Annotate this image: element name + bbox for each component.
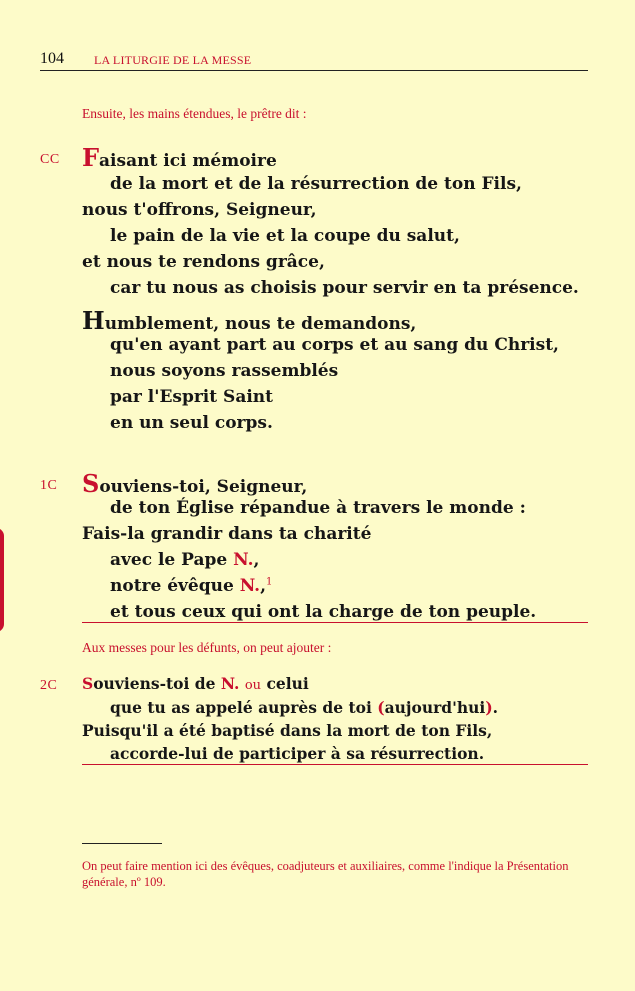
footnote-rule — [82, 843, 162, 844]
text-line: qu'en ayant part au corps et au sang du Christ, — [110, 335, 559, 355]
text-line: car tu nous as choisis pour servir en ta présence. — [110, 278, 579, 298]
text-line: et nous te rendons grâce, — [82, 252, 325, 272]
text-line: Faisant ici mémoire — [82, 143, 277, 172]
text-line: accorde-lui de participer à sa résurrection. — [110, 744, 485, 763]
edge-tab-marker — [0, 528, 4, 632]
text-line: de la mort et de la résurrection de ton Fils, — [110, 174, 522, 194]
text-line: Puisqu'il a été baptisé dans la mort de ton Fils, — [82, 721, 493, 740]
drop-cap: H — [82, 306, 105, 335]
text-line: le pain de la vie et la coupe du salut, — [110, 226, 460, 246]
divider-red — [82, 764, 588, 765]
text-line: que tu as appelé auprès de toi (aujourd'hui). — [110, 698, 499, 717]
text-line: avec le Pape N., — [110, 550, 260, 570]
text-line: par l'Esprit Saint — [110, 387, 274, 407]
text-line: Humblement, nous te demandons, — [82, 306, 417, 335]
text-line: notre évêque N.,$^1$ — [110, 576, 273, 596]
ou-rubric: ou — [244, 678, 262, 693]
rubric-ensuite: Ensuite, les mains étendues, le prêtre dit : — [82, 106, 307, 121]
text-line: nous t'offrons, Seigneur, — [82, 200, 317, 220]
page-number: 104 — [40, 50, 64, 67]
footnote: On peut faire mention ici des évêques, coadjuteurs et auxiliaires, comme l'indique la Présentation générale, nº 109. — [82, 859, 569, 889]
running-title: LA LITURGIE DE LA MESSE — [94, 53, 252, 67]
name-placeholder: N. — [220, 674, 240, 693]
drop-cap: S — [82, 674, 94, 693]
rubric-defunts: Aux messes pour les défunts, on peut ajouter : — [82, 640, 332, 655]
text-line: nous soyons rassemblés — [110, 361, 339, 381]
text-line: en un seul corps. — [110, 413, 273, 433]
section-marker-cc: CC — [40, 152, 60, 167]
name-placeholder: N. — [233, 550, 254, 570]
text-line: et tous ceux qui ont la charge de ton peuple. — [110, 602, 537, 622]
divider-red — [82, 622, 588, 623]
drop-cap: F — [82, 143, 100, 172]
name-placeholder: N. — [239, 576, 261, 596]
text-line: Souviens-toi de N. ou celui — [82, 674, 309, 693]
section-marker-1c: 1C — [40, 478, 58, 493]
section-marker-2c: 2C — [40, 678, 58, 693]
text-line: de ton Église répandue à travers le monde : — [110, 498, 526, 518]
page-header — [40, 48, 588, 71]
text-line: Fais-la grandir dans ta charité — [82, 524, 372, 544]
text-line: Souviens-toi, Seigneur, — [82, 469, 308, 498]
footnote-ref: 1 — [266, 576, 273, 588]
drop-cap: S — [82, 469, 100, 498]
